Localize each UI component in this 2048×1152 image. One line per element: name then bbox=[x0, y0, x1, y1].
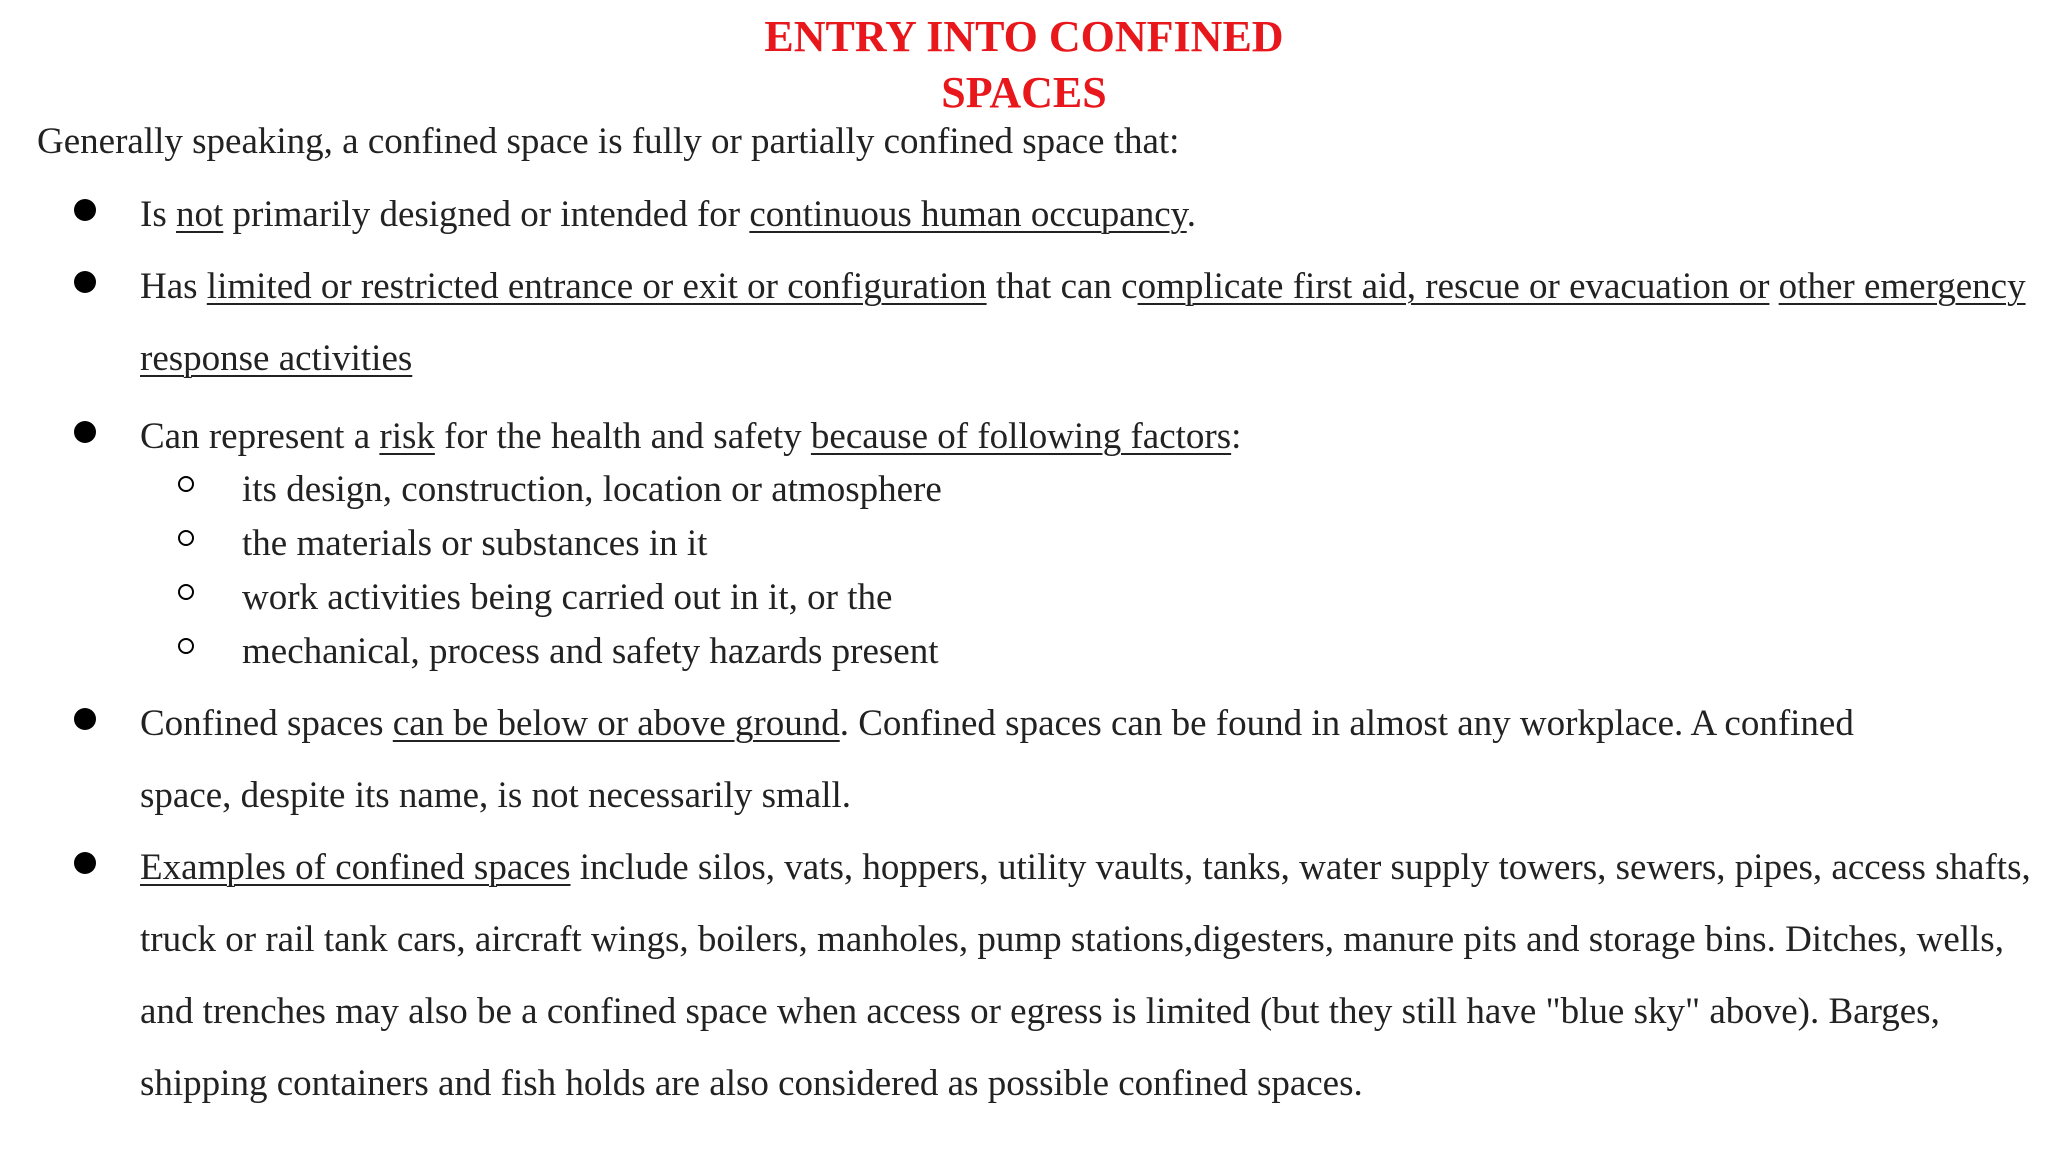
sub-list-item-4: mechanical, process and safety hazards present bbox=[242, 631, 939, 672]
text-segment: . Confined spaces can be found in almost any workplace. A confined space, despite its name, is not necessarily small. bbox=[140, 703, 1854, 816]
text-segment: Has bbox=[140, 266, 207, 307]
underlined-text: not bbox=[175, 194, 224, 235]
page-title-line-1: ENTRY INTO CONFINED bbox=[764, 12, 1284, 61]
text-segment: . bbox=[1186, 194, 1196, 235]
underlined-text: limited or restricted entrance or exit or configuration bbox=[206, 266, 987, 307]
list-item-3 bbox=[140, 401, 2040, 473]
page-title-line-2: SPACES bbox=[941, 68, 1107, 117]
underlined-text: because of following factors bbox=[810, 416, 1232, 457]
text-segment: primarily designed or intended for bbox=[223, 194, 750, 235]
bullet-icon bbox=[74, 708, 96, 730]
bullet-icon bbox=[74, 271, 96, 293]
bullet-icon bbox=[74, 421, 96, 443]
list-item-1 bbox=[140, 179, 2040, 251]
underlined-text: can be below or above ground bbox=[392, 703, 840, 744]
text-segment: Can represent a bbox=[140, 416, 380, 457]
text-segment bbox=[1769, 266, 1778, 307]
text-segment: include silos, vats, hoppers, utility vaults, tanks, water supply towers, sewers, pipes, access shafts, truck or rail tank cars, aircraft wings, boilers, manholes, pump stations,digesters, manure pits and storage bins. Ditches, wells, and trenches may also be a confined space when access or egress is limited (but they still have "blue sky" above). Barges, shipping containers and fish holds are also considered as possible confined spaces. bbox=[140, 847, 2031, 1104]
text-segment: that can c bbox=[986, 266, 1138, 307]
text-segment: Confined spaces bbox=[140, 703, 393, 744]
sub-list-item-2: the materials or substances in it bbox=[242, 523, 708, 564]
list-item-5 bbox=[140, 832, 2045, 1120]
sub-list-item-1: its design, construction, location or atmosphere bbox=[242, 469, 942, 510]
bullet-icon bbox=[74, 199, 96, 221]
list-item-4 bbox=[140, 688, 1860, 832]
underlined-text: omplicate first aid, rescue or evacuation or bbox=[1137, 266, 1770, 307]
underlined-text: Examples of confined spaces bbox=[140, 847, 571, 888]
bullet-icon bbox=[74, 852, 96, 874]
list-item-2 bbox=[140, 251, 2040, 395]
intro-paragraph: Generally speaking, a confined space is fully or partially confined space that: bbox=[37, 121, 1180, 162]
text-segment: for the health and safety bbox=[434, 416, 811, 457]
sub-bullet-icon bbox=[178, 584, 194, 600]
underlined-text: continuous human occupancy bbox=[749, 194, 1187, 235]
sub-bullet-icon bbox=[178, 638, 194, 654]
sub-bullet-icon bbox=[178, 476, 194, 492]
underlined-text: risk bbox=[379, 416, 435, 457]
sub-bullet-icon bbox=[178, 530, 194, 546]
underlined-text: other emergency response activities bbox=[140, 266, 2026, 379]
sub-list-item-3: work activities being carried out in it, or the bbox=[242, 577, 893, 618]
text-segment: : bbox=[1231, 416, 1242, 457]
text-segment: Is bbox=[140, 194, 176, 235]
